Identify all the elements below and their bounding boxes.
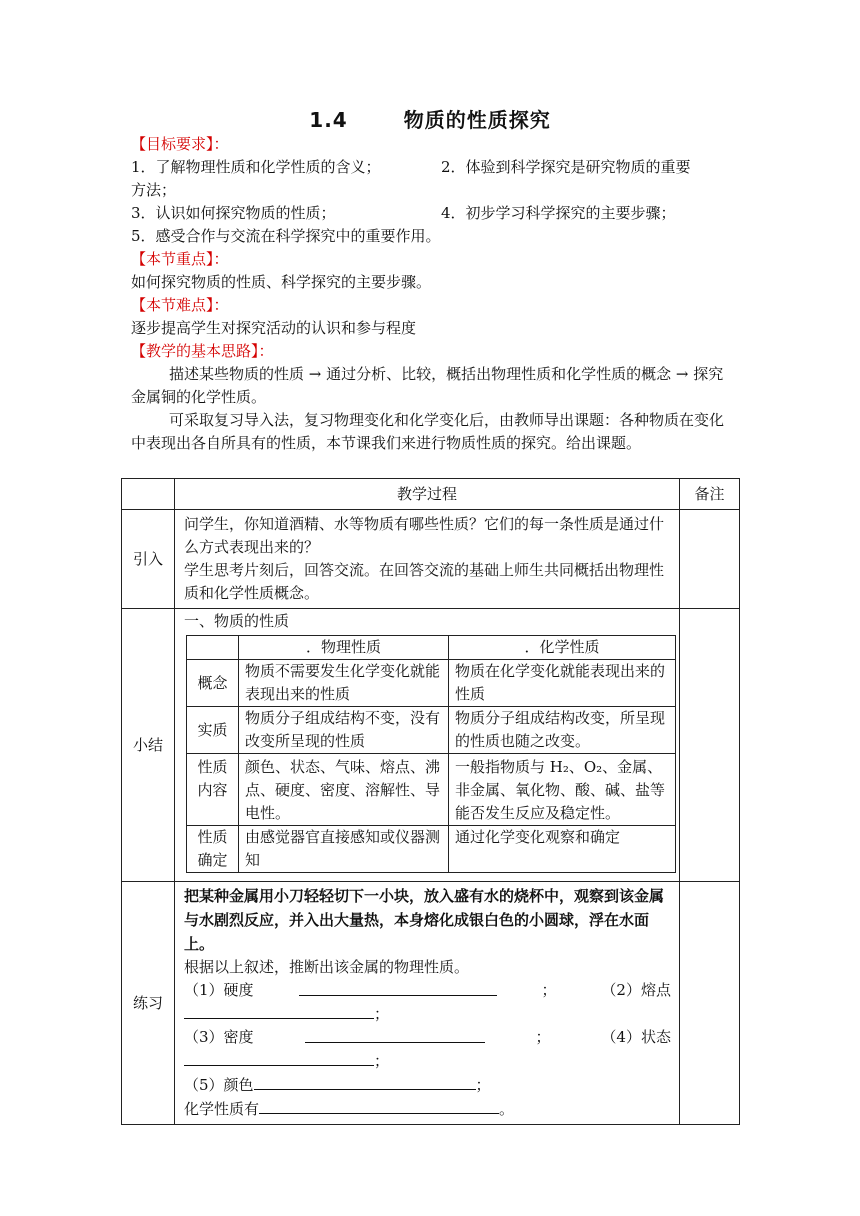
goals-row-2 (131, 202, 741, 225)
q5-blank[interactable] (254, 1073, 476, 1090)
table-header-row (122, 479, 740, 510)
q2-sep: ； (374, 1005, 390, 1023)
approach-paragraph-1: 描述某些物质的性质 → 通过分析、比较，概括出物理性质和化学性质的概念 → 探究金属铜的化学性质。 (131, 365, 724, 406)
q4-sep: ； (374, 1052, 390, 1070)
q2-blank[interactable] (184, 1002, 374, 1019)
goals-heading: 【目标要求】： (131, 135, 229, 153)
properties-row (187, 707, 676, 754)
goal-5: 5．感受合作与交流在科学探究中的重要作用。 (131, 227, 441, 245)
header-process: 教学过程 (175, 479, 680, 510)
difficult-heading: 【本节难点】： (131, 296, 229, 314)
table-row-practice (122, 882, 740, 1125)
q2-label: （2）熔点 (601, 981, 671, 999)
goal-4: 4．初步学习科学探究的主要步骤； (441, 204, 676, 222)
blank-row-3 (184, 1026, 671, 1049)
blank-row-1 (184, 979, 671, 1002)
practice-content (175, 882, 680, 1125)
header-empty-cell (122, 479, 175, 510)
title-number: 1.4 (309, 108, 348, 132)
q1-sep: ； (541, 981, 557, 999)
page-title (0, 104, 860, 133)
q3-sep: ； (535, 1028, 551, 1046)
key-text: 如何探究物质的性质、科学探究的主要步骤。 (131, 273, 432, 291)
properties-header-row (187, 636, 676, 660)
intro-text-2: 学生思考片刻后，回答交流。在回答交流的基础上师生共同概括出物理性质和化学性质概念。 (184, 561, 665, 602)
goal-3: 3．认识如何探究物质的性质； (131, 204, 336, 222)
table-row-summary (122, 609, 740, 882)
goals-row-1 (131, 156, 741, 179)
approach-paragraph-2: 可采取复习导入法，复习物理变化和化学变化后，由教师导出课题：各种物质在变化中表现出各自所具有的性质，本节课我们来进行物质性质的探究。给出课题。 (131, 411, 725, 452)
lesson-table (121, 478, 740, 1125)
goal-2-continued: 方法； (131, 181, 177, 199)
key-heading: 【本节重点】： (131, 250, 229, 268)
q5-sep: ； (475, 1076, 491, 1094)
practice-note-cell (680, 882, 740, 1125)
table-row-intro (122, 510, 740, 609)
title-text: 物质的性质探究 (403, 108, 551, 132)
properties-row (187, 826, 676, 873)
summary-note-cell (680, 609, 740, 882)
blank-row-2 (184, 1002, 671, 1026)
summary-heading: 一、物质的性质 (184, 612, 290, 630)
q1-blank[interactable] (299, 979, 497, 996)
q3-label: （3）密度 (184, 1028, 254, 1046)
blank-row-6 (184, 1097, 671, 1121)
row-label: 概念 (187, 660, 239, 707)
chem-end: 。 (499, 1100, 515, 1118)
intro-content (175, 510, 680, 609)
intro-note-cell (680, 510, 740, 609)
practice-scenario: 把某种金属用小刀轻轻切下一小块，放入盛有水的烧杯中，观察到该金属与水剧烈反应，并入出大量热，本身熔化成银白色的小圆球，浮在水面上。 (184, 887, 665, 953)
row-label: 性质内容 (187, 754, 239, 826)
blank-row-5 (184, 1073, 671, 1097)
q1-label: （1）硬度 (184, 981, 254, 999)
physical-header: ．物理性质 (239, 636, 449, 660)
properties-row (187, 754, 676, 826)
chemical-cell: 一般指物质与 H₂、O₂、金属、非金属、氧化物、酸、碱、盐等能否发生反应及稳定性。 (449, 754, 676, 826)
summary-label: 小结 (122, 609, 175, 882)
goal-2: 2．体验到科学探究是研究物质的重要 (441, 158, 691, 176)
properties-table (186, 635, 676, 873)
summary-content (175, 609, 680, 882)
intro-label: 引入 (122, 510, 175, 609)
physical-cell: 由感觉器官直接感知或仪器测知 (239, 826, 449, 873)
practice-question: 根据以上叙述，推断出该金属的物理性质。 (184, 958, 470, 976)
header-note: 备注 (680, 479, 740, 510)
q5-label: （5）颜色 (184, 1076, 254, 1094)
row-label: 实质 (187, 707, 239, 754)
blank-row-4 (184, 1049, 671, 1073)
chemical-cell: 通过化学变化观察和确定 (449, 826, 676, 873)
physical-cell: 颜色、状态、气味、熔点、沸点、硬度、密度、溶解性、导电性。 (239, 754, 449, 826)
row-label: 性质确定 (187, 826, 239, 873)
q3-blank[interactable] (305, 1026, 485, 1043)
q4-blank[interactable] (184, 1049, 374, 1066)
physical-cell: 物质不需要发生化学变化就能表现出来的性质 (239, 660, 449, 707)
practice-label: 练习 (122, 882, 175, 1125)
physical-cell: 物质分子组成结构不变，没有改变所呈现的性质 (239, 707, 449, 754)
approach-heading: 【教学的基本思路】： (131, 342, 274, 360)
chem-blank[interactable] (259, 1097, 499, 1114)
goal-1: 1．了解物理性质和化学性质的含义； (131, 158, 381, 176)
chemical-header: ．化学性质 (449, 636, 676, 660)
q4-label: （4）状态 (601, 1028, 671, 1046)
difficult-text: 逐步提高学生对探究活动的认识和参与程度 (131, 319, 417, 337)
properties-corner-cell (187, 636, 239, 660)
chemical-cell: 物质分子组成结构改变，所呈现的性质也随之改变。 (449, 707, 676, 754)
chem-label: 化学性质有 (184, 1100, 260, 1118)
intro-text: 问学生，你知道酒精、水等物质有哪些性质？它们的每一条性质是通过什么方式表现出来的？ (184, 515, 665, 556)
properties-row (187, 660, 676, 707)
chemical-cell: 物质在化学变化就能表现出来的性质 (449, 660, 676, 707)
